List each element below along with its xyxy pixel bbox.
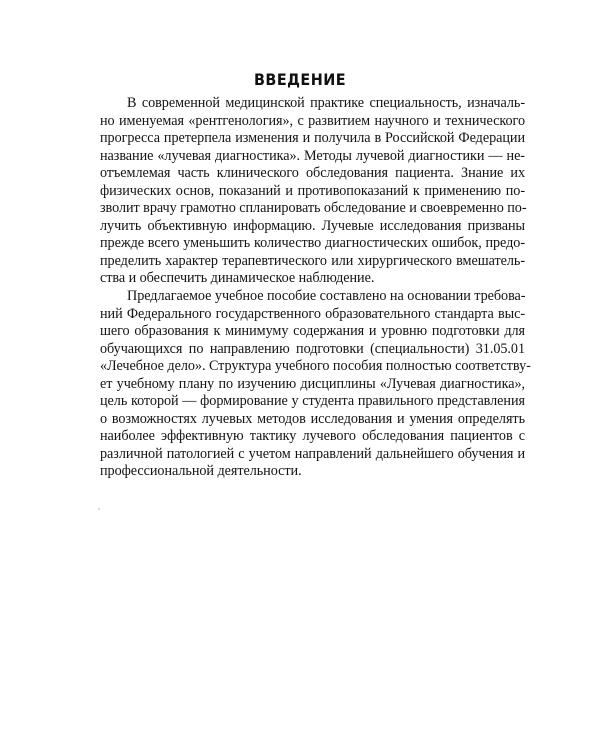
text-line: шего образования к минимуму содержания и уровню подготовки для [100,323,525,340]
text-line: различной патологией с учетом направлений дальнейшего обучения и [100,445,525,462]
text-line: зволит врачу грамотно спланировать обследование и своевременно по- [100,200,527,217]
text-line: профессиональной деятельности. [100,463,302,480]
text-line: В современной медицинской практике специальность, изначаль- [127,95,525,111]
text-line: но именуемая «рентгенология», с развитием научного и технического [100,112,525,129]
text-line: наиболее эффективную тактику лучевого обследования пациентов с [100,428,525,445]
text-line: лучить объективную информацию. Лучевые исследования призваны [100,217,525,234]
text-line: ний Федерального государственного образовательного стандарта выс- [100,305,525,322]
body-text [73,95,531,481]
text-line: пределить характер терапевтического или хирургического вмешатель- [100,252,525,269]
paragraph [73,95,525,288]
scan-speck [98,508,100,510]
text-line: отъемлемая часть клинического обследования пациента. Знание их [100,165,525,182]
page-title: ВВЕДЕНИЕ [254,70,346,89]
text-line: физических основ, показаний и противопоказаний к применению по- [100,182,525,199]
text-line: прогресса претерпела изменения и получила в Российской Федерации [100,130,525,147]
text-line: ства и обеспечить динамическое наблюдение. [100,270,375,287]
text-line: Предлагаемое учебное пособие составлено на основании требова- [127,288,526,305]
text-line: ет учебному плану по изучению дисциплины «Лучевая диагностика», [100,375,525,392]
text-line: цель которой — формирование у студента правильного представления [100,393,525,410]
text-line: о возможностях лучевых методов исследования и умения определять [100,410,525,427]
text-line: прежде всего уменьшить количество диагностических ошибок, предо- [100,235,525,252]
text-line: название «лучевая диагностика». Методы лучевой диагностики — не- [100,147,525,164]
text-line: обучающихся по направлению подготовки (специальности) 31.05.01 [100,340,525,357]
text-line: «Лечебное дело». Структура учебного пособия полностью соответству- [100,358,531,375]
paragraph [73,288,531,481]
